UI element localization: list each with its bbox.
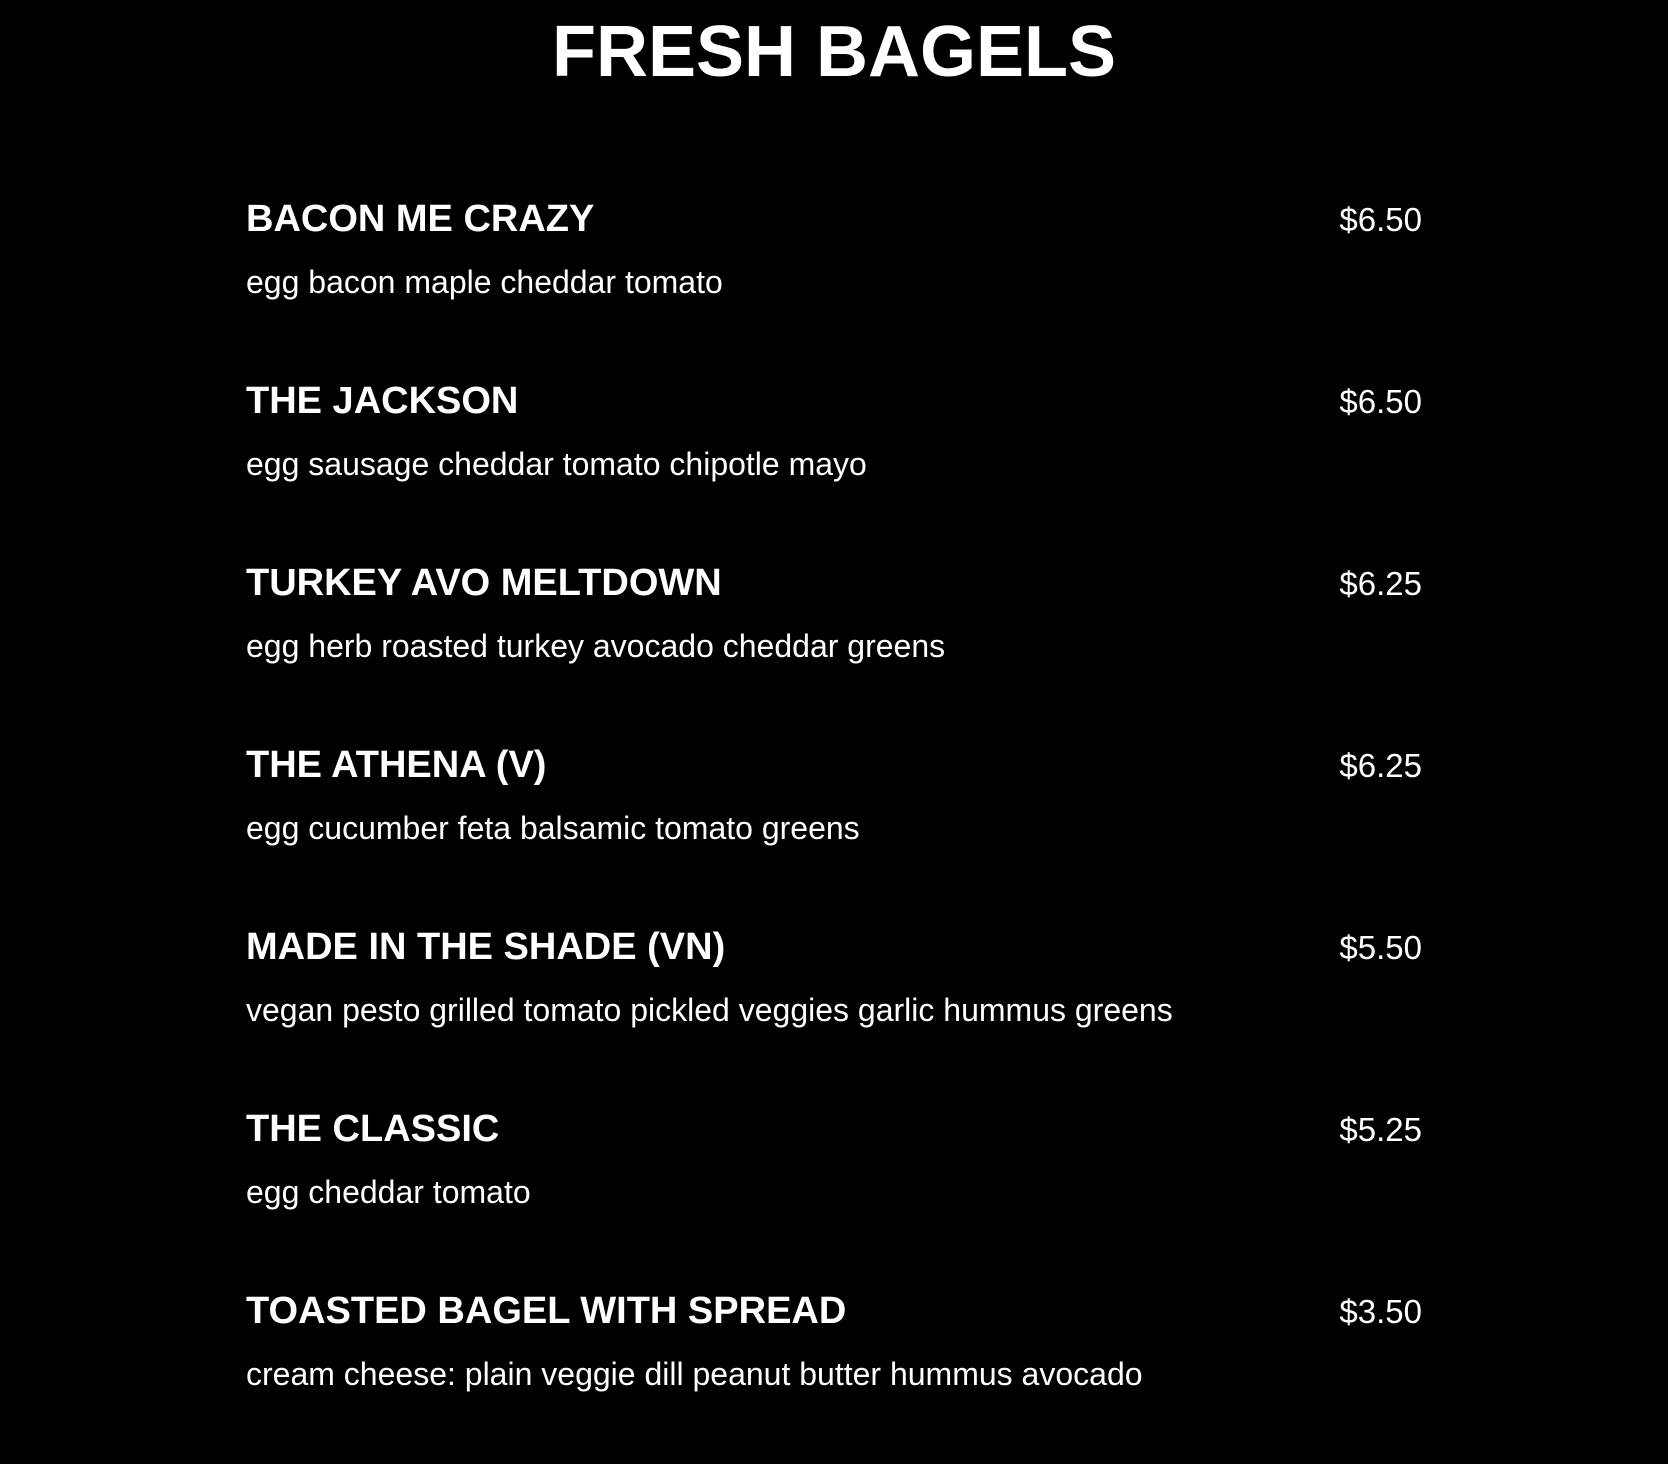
menu-item-description: egg cucumber feta balsamic tomato greens — [246, 810, 860, 846]
menu-item-the-jackson — [246, 372, 1422, 554]
menu-item-description: vegan pesto grilled tomato pickled veggies garlic hummus greens — [246, 992, 1173, 1028]
menu-item-price: $6.25 — [1339, 747, 1422, 784]
menu-item-toasted-bagel-with-spread — [246, 1282, 1422, 1464]
menu-item-price: $6.50 — [1339, 383, 1422, 420]
menu-list — [246, 190, 1422, 1464]
menu-item-price: $6.50 — [1339, 201, 1422, 238]
menu-item-name: THE ATHENA (V) — [246, 744, 547, 786]
menu-item-name: THE JACKSON — [246, 380, 519, 422]
menu-item-turkey-avo-meltdown — [246, 554, 1422, 736]
menu-item-price: $5.25 — [1339, 1111, 1422, 1148]
menu-item-price: $5.50 — [1339, 929, 1422, 966]
menu-item-bacon-me-crazy — [246, 190, 1422, 372]
menu-item-description: egg herb roasted turkey avocado cheddar greens — [246, 628, 946, 664]
menu-item-name: THE CLASSIC — [246, 1108, 500, 1150]
menu-item-name: MADE IN THE SHADE (VN) — [246, 926, 726, 968]
menu-item-description: egg bacon maple cheddar tomato — [246, 264, 723, 300]
menu-item-description: egg sausage cheddar tomato chipotle mayo — [246, 446, 867, 482]
menu-item-price: $6.25 — [1339, 565, 1422, 602]
menu-item-price: $3.50 — [1339, 1293, 1422, 1330]
menu-item-description: cream cheese: plain veggie dill peanut butter hummus avocado — [246, 1356, 1143, 1392]
menu-item-name: BACON ME CRAZY — [246, 198, 595, 240]
menu-item-made-in-the-shade — [246, 918, 1422, 1100]
menu-item-description: egg cheddar tomato — [246, 1174, 531, 1210]
menu-item-the-classic — [246, 1100, 1422, 1282]
menu-item-name: TOASTED BAGEL WITH SPREAD — [246, 1290, 847, 1332]
menu-item-name: TURKEY AVO MELTDOWN — [246, 562, 722, 604]
menu-item-the-athena — [246, 736, 1422, 918]
menu-title: FRESH BAGELS — [551, 12, 1117, 92]
